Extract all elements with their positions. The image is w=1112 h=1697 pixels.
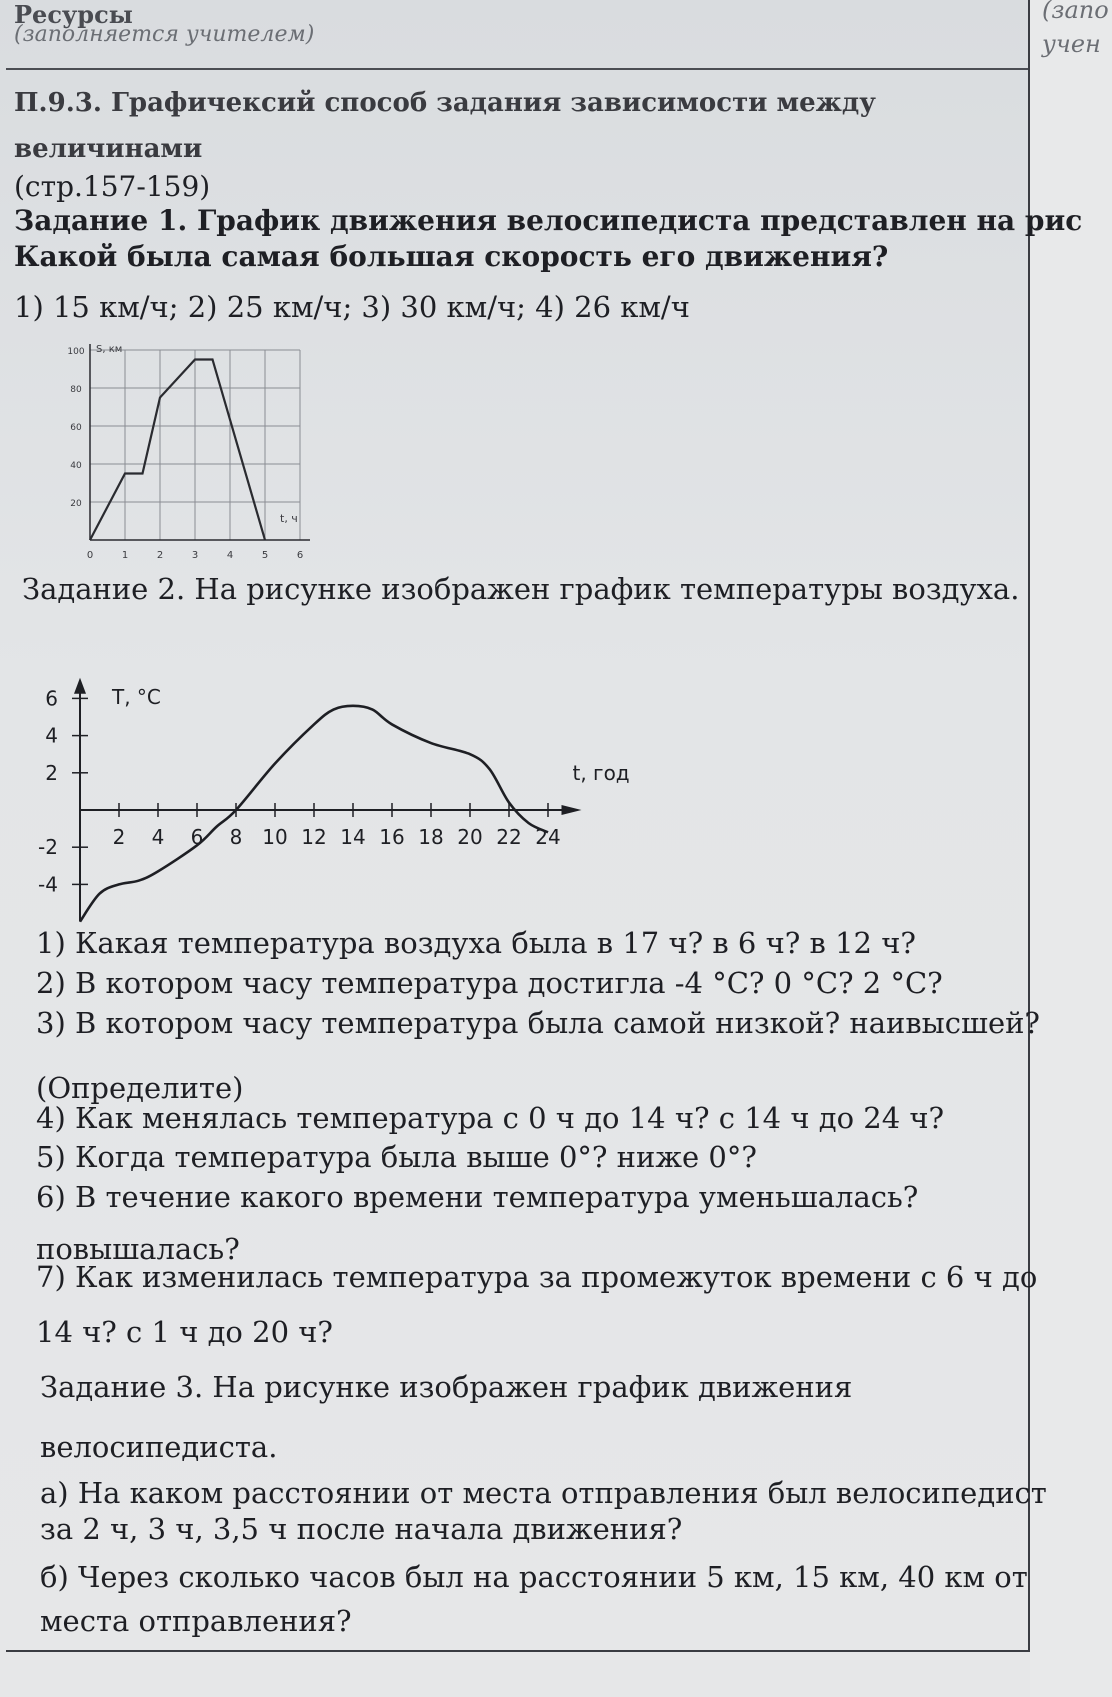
x-tick-label: 12 xyxy=(301,825,327,849)
x-axis-label: t, год xyxy=(572,761,630,785)
distance-time-chart xyxy=(30,325,340,575)
y-tick-label: -4 xyxy=(38,872,58,897)
section-pages: (стр.157-159) xyxy=(14,170,211,203)
y-axis-arrow xyxy=(74,678,86,694)
question-line: 5) Когда температура была выше 0°? ниже 0°? xyxy=(36,1140,757,1174)
x-tick-label: 0 xyxy=(86,550,94,561)
right-column-note-2: учен xyxy=(1042,30,1101,58)
task3-line: Задание 3. На рисунке изображен график движения xyxy=(40,1370,853,1404)
x-tick-label: 6 xyxy=(190,825,204,849)
x-axis-label: t, ч xyxy=(280,512,298,525)
question-line: 2) В котором часу температура достигла -4 °С? 0 °С? 2 °С? xyxy=(36,966,943,1000)
x-tick-label: 2 xyxy=(156,550,164,561)
right-column xyxy=(1030,0,1112,1697)
x-tick-label: 3 xyxy=(191,550,199,561)
x-tick-label: 14 xyxy=(340,825,366,849)
task3-line: места отправления? xyxy=(40,1604,352,1638)
section-title: П.9.3. Графичексий способ задания зависимости между xyxy=(14,88,876,118)
x-tick-label: 5 xyxy=(261,550,269,561)
y-tick-label: 100 xyxy=(67,347,85,357)
y-tick-label: 80 xyxy=(70,385,82,395)
task2-heading: Задание 2. На рисунке изображен график температуры воздуха. xyxy=(22,572,1020,606)
question-line: 14 ч? с 1 ч до 20 ч? xyxy=(36,1315,333,1349)
header-divider xyxy=(6,68,1028,70)
y-tick-label: 20 xyxy=(70,499,82,509)
task1-answers: 1) 15 км/ч; 2) 25 км/ч; 3) 30 км/ч; 4) 26 км/ч xyxy=(14,290,690,324)
question-line: 3) В котором часу температура была самой низкой? наивысшей? xyxy=(36,1006,1040,1040)
y-axis-label: T, °C xyxy=(112,684,161,709)
right-column-note: (запо xyxy=(1042,0,1109,24)
y-tick-label: 4 xyxy=(45,723,58,748)
y-tick-label: -2 xyxy=(38,835,58,860)
question-line: 4) Как менялась температура с 0 ч до 14 ч? с 14 ч до 24 ч? xyxy=(36,1101,945,1135)
x-tick-label: 20 xyxy=(457,825,483,849)
x-tick-label: 1 xyxy=(121,550,129,561)
task3-line: за 2 ч, 3 ч, 3,5 ч после начала движения? xyxy=(40,1512,683,1546)
y-tick-label: 40 xyxy=(70,461,82,471)
task3-line: велосипедиста. xyxy=(40,1430,278,1464)
x-axis-arrow xyxy=(562,805,582,815)
series-line xyxy=(90,360,265,541)
x-tick-label: 10 xyxy=(262,825,288,849)
x-tick-label: 6 xyxy=(296,550,304,561)
question-line: 1) Какая температура воздуха была в 17 ч? в 6 ч? в 12 ч? xyxy=(36,926,916,960)
x-tick-label: 8 xyxy=(229,825,243,849)
x-tick-label: 24 xyxy=(535,825,561,849)
task1-heading: Задание 1. График движения велосипедиста представлен на рис xyxy=(14,204,1083,237)
question-line: 7) Как изменилась температура за промежуток времени с 6 ч до xyxy=(36,1260,1038,1294)
y-axis-label: S, км xyxy=(96,344,123,355)
resources-label: Ресурсы xyxy=(14,0,133,29)
y-tick-label: 60 xyxy=(70,423,82,433)
task1-question: Какой была самая большая скорость его движения? xyxy=(14,240,889,273)
x-tick-label: 16 xyxy=(379,825,405,849)
y-tick-label: 6 xyxy=(45,686,58,711)
temperature-chart xyxy=(20,620,660,940)
question-line: (Определите) xyxy=(36,1071,244,1105)
task3-line: а) На каком расстоянии от места отправления был велосипедист xyxy=(40,1476,1047,1510)
x-tick-label: 18 xyxy=(418,825,444,849)
x-tick-label: 22 xyxy=(496,825,522,849)
x-tick-label: 4 xyxy=(151,825,165,849)
question-line: повышалась? xyxy=(36,1232,240,1266)
section-title-cont: величинами xyxy=(14,134,203,164)
x-tick-label: 2 xyxy=(112,825,126,849)
x-tick-label: 4 xyxy=(226,550,234,561)
question-line: 6) В течение какого времени температура уменьшалась? xyxy=(36,1180,919,1214)
y-tick-label: 2 xyxy=(45,760,58,785)
task3-line: б) Через сколько часов был на расстоянии 5 км, 15 км, 40 км от xyxy=(40,1560,1028,1594)
resources-note: (заполняется учителем) xyxy=(14,22,315,47)
